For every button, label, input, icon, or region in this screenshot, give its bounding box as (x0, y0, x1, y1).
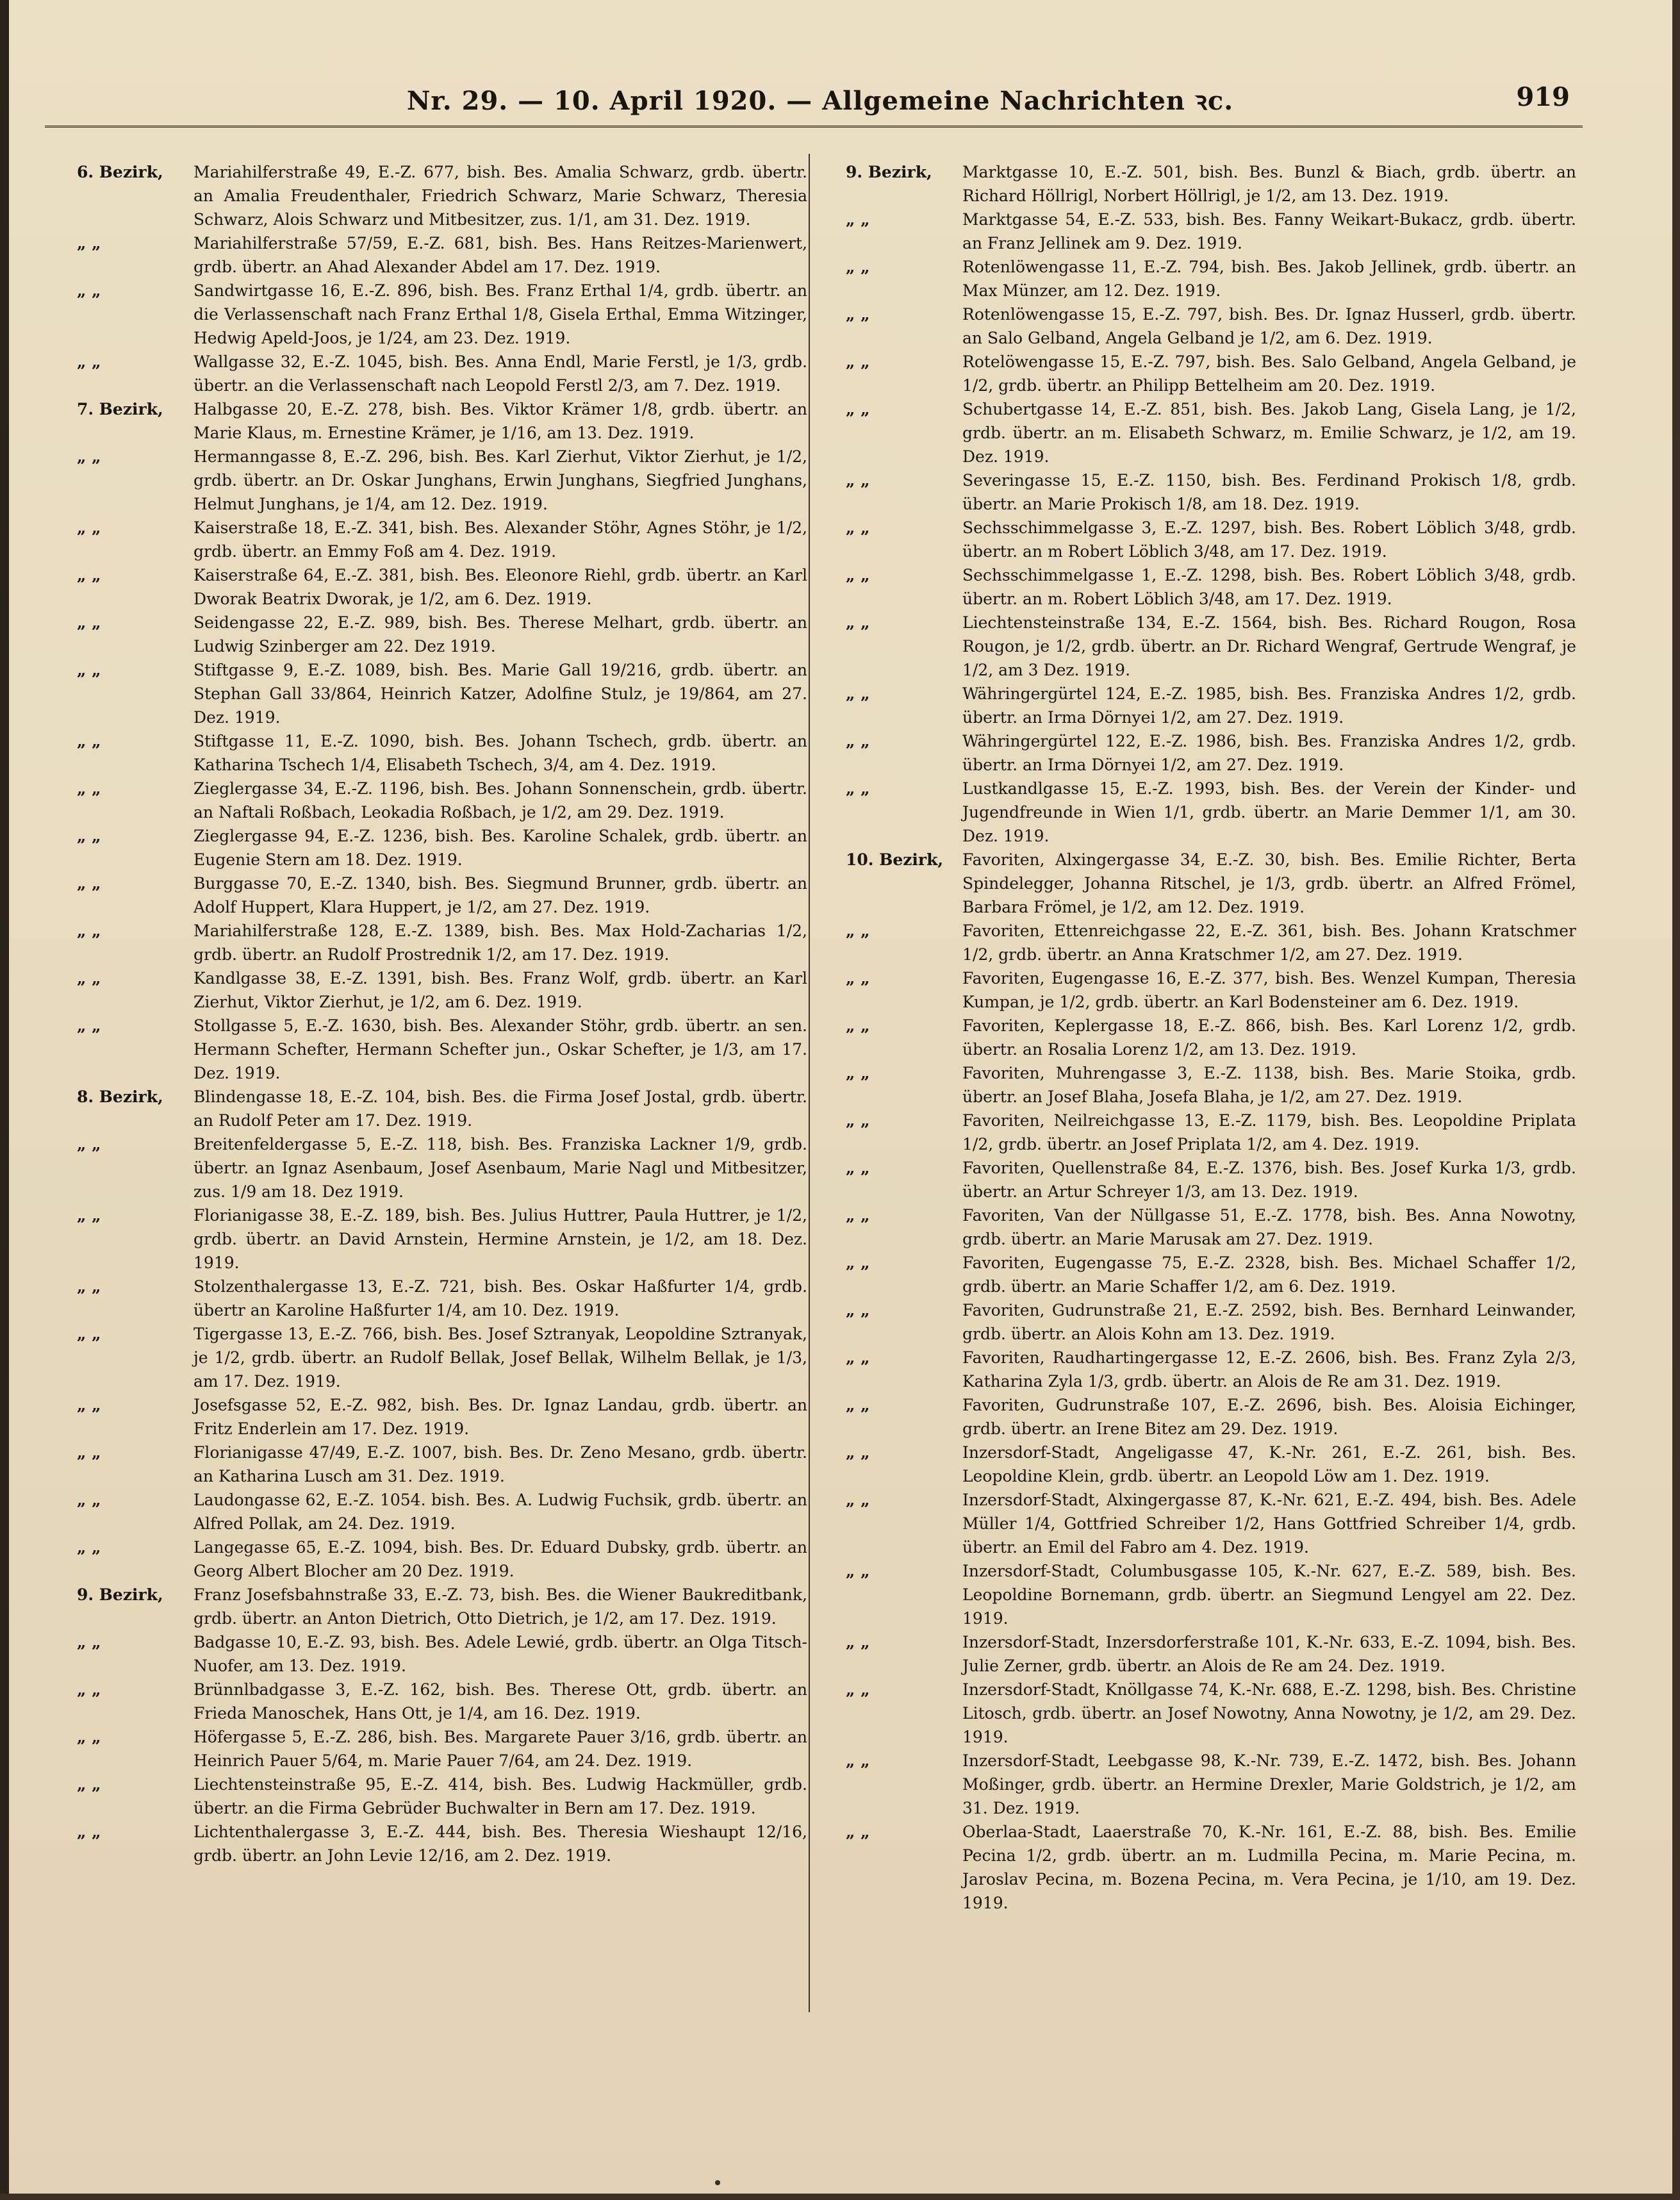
entry-text: Florianigasse 38, E.-Z. 189, bish. Bes. Julius Huttrer, Paula Huttrer, je 1/2, grdb. übertr. an David Arnstein, Hermine Arnstein, je 1/2, am 18. Dez. 1919. (194, 1206, 807, 1272)
entry-district: „ „ (77, 1538, 101, 1557)
register-entry (846, 777, 1576, 848)
register-entry (846, 255, 1576, 302)
entry-text: Inzersdorf-Stadt, Angeligasse 47, K.-Nr. 261, E.-Z. 261, bish. Bes. Leopoldine Klein, grdb. übertr. an Leopold Löw am 1. Dez. 1919. (962, 1443, 1576, 1485)
register-entry (77, 1488, 807, 1535)
entry-text: Burggasse 70, E.-Z. 1340, bish. Bes. Siegmund Brunner, grdb. übertr. an Adolf Huppert, Klara Huppert, je 1/2, am 27. Dez. 1919. (194, 874, 807, 916)
entry-text: Rotenlöwengasse 11, E.-Z. 794, bish. Bes. Jakob Jellinek, grdb. übertr. an Max Münzer, am 12. Dez. 1919. (962, 258, 1576, 300)
entry-district: „ „ (846, 969, 870, 988)
register-entry (846, 682, 1576, 729)
register-entry (77, 919, 807, 966)
entry-district: 9. Bezirk, (77, 1585, 163, 1604)
register-entry (846, 1559, 1576, 1630)
header-rule (45, 126, 1583, 128)
register-entry (846, 516, 1576, 563)
entry-district: 8. Bezirk, (77, 1088, 163, 1106)
entry-district: „ „ (846, 258, 870, 276)
entry-district: „ „ (846, 779, 870, 798)
register-entry (846, 468, 1576, 516)
entry-district: „ „ (846, 1443, 870, 1462)
entry-district: „ „ (77, 661, 101, 679)
register-entry (846, 350, 1576, 397)
register-entry (846, 1630, 1576, 1678)
register-entry (77, 445, 807, 516)
entry-district: „ „ (77, 352, 101, 371)
scan-edge-left (0, 0, 9, 2200)
entry-district: „ „ (77, 969, 101, 988)
entry-district: „ „ (77, 1491, 101, 1509)
entry-text: Währingergürtel 124, E.-Z. 1985, bish. Bes. Franziska Andres 1/2, grdb. übertr. an Irma Dörnyei 1/2, am 27. Dez. 1919. (962, 684, 1576, 727)
entry-text: Favoriten, Ettenreichgasse 22, E.-Z. 361, bish. Bes. Johann Kratschmer 1/2, grdb. übertr. an Anna Kratschmer 1/2, am 27. Dez. 1919. (962, 922, 1576, 964)
entry-district: „ „ (846, 566, 870, 584)
entry-text: Rotelöwengasse 15, E.-Z. 797, bish. Bes. Salo Gelband, Angela Gelband, je 1/2, grdb. übertr. an Philipp Bettelheim am 20. Dez. 1919. (962, 352, 1576, 395)
entry-text: Blindengasse 18, E.-Z. 104, bish. Bes. die Firma Josef Jostal, grdb. übertr. an Rudolf Peter am 17. Dez. 1919. (194, 1088, 807, 1130)
entry-district: „ „ (846, 684, 870, 703)
entry-text: Favoriten, Gudrunstraße 107, E.-Z. 2696, bish. Bes. Aloisia Eichinger, grdb. übertr. an Irene Bitez am 29. Dez. 1919. (962, 1396, 1576, 1438)
entry-district: „ „ (77, 874, 101, 893)
register-entry (77, 1725, 807, 1773)
entry-text: Laudongasse 62, E.-Z. 1054. bish. Bes. A. Ludwig Fuchsik, grdb. übertr. an Alfred Pollak, am 24. Dez. 1919. (194, 1491, 807, 1533)
left-column (77, 160, 807, 1867)
register-entry (846, 160, 1576, 208)
register-entry (77, 1535, 807, 1583)
entry-text: Liechtensteinstraße 134, E.-Z. 1564, bish. Bes. Richard Rougon, Rosa Rougon, je 1/2, grdb. übertr. an Dr. Richard Wengraf, Gertrude Wengraf, je 1/2, am 3 Dez. 1919. (962, 613, 1576, 679)
register-entry (77, 1583, 807, 1630)
entry-district: „ „ (77, 1633, 101, 1651)
entry-text: Oberlaa-Stadt, Laaerstraße 70, K.-Nr. 161, E.-Z. 88, bish. Bes. Emilie Pecina 1/2, grdb. übertr. an m. Ludmilla Pecina, m. Marie Pecina, m. Jaroslav Pecina, m. Bozena Pecina, m. Vera Pecina, je 1/10, am 19. Dez. 1919. (962, 1823, 1576, 1912)
entry-district: 6. Bezirk, (77, 163, 163, 181)
scan-edge-right (1672, 0, 1680, 2200)
entry-district: „ „ (846, 1562, 870, 1580)
register-entry (846, 1393, 1576, 1441)
entry-text: Mariahilferstraße 128, E.-Z. 1389, bish. Bes. Max Hold-Zacharias 1/2, grdb. übertr. an Rudolf Prostrednik 1/2, am 17. Dez. 1919. (194, 922, 807, 964)
entry-text: Seidengasse 22, E.-Z. 989, bish. Bes. Therese Melhart, grdb. übertr. an Ludwig Szinberger am 22. Dez 1919. (194, 613, 807, 656)
entry-district: „ „ (846, 1751, 870, 1770)
entry-text: Favoriten, Van der Nüllgasse 51, E.-Z. 1778, bish. Bes. Anna Nowotny, grdb. übertr. an Marie Marusak am 27. Dez. 1919. (962, 1206, 1576, 1248)
register-entry (77, 966, 807, 1014)
entry-district: „ „ (77, 922, 101, 940)
entry-district: „ „ (846, 1016, 870, 1035)
register-entry (77, 1085, 807, 1132)
register-entry (846, 848, 1576, 919)
entry-district: „ „ (77, 566, 101, 584)
entry-district: „ „ (77, 1443, 101, 1462)
entry-district: 9. Bezirk, (846, 163, 932, 181)
entry-text: Favoriten, Muhrengasse 3, E.-Z. 1138, bish. Bes. Marie Stoika, grdb. übertr. an Josef Blaha, Josefa Blaha, je 1/2, am 27. Dez. 1919. (962, 1064, 1576, 1106)
entry-text: Severingasse 15, E.-Z. 1150, bish. Bes. Ferdinand Prokisch 1/8, grdb. übertr. an Marie Prokisch 1/8, am 18. Dez. 1919. (962, 471, 1576, 513)
entry-district: „ „ (846, 1680, 870, 1699)
entry-text: Josefsgasse 52, E.-Z. 982, bish. Bes. Dr. Ignaz Landau, grdb. übertr. an Fritz Enderlein am 17. Dez. 1919. (194, 1396, 807, 1438)
entry-text: Favoriten, Eugengasse 16, E.-Z. 377, bish. Bes. Wenzel Kumpan, Theresia Kumpan, je 1/2, grdb. übertr. an Karl Bodensteiner am 6. Dez. 1919. (962, 969, 1576, 1011)
entry-text: Inzersdorf-Stadt, Columbusgasse 105, K.-Nr. 627, E.-Z. 589, bish. Bes. Leopoldine Bornemann, grdb. übertr. an Siegmund Lengyel am 22. Dez. 1919. (962, 1562, 1576, 1628)
register-entry (846, 1678, 1576, 1749)
entry-district: „ „ (77, 732, 101, 750)
entry-text: Langegasse 65, E.-Z. 1094, bish. Bes. Dr. Eduard Dubsky, grdb. übertr. an Georg Albert Blocher am 20 Dez. 1919. (194, 1538, 807, 1580)
scan-edge-bottom (0, 2194, 1680, 2200)
entry-text: Tigergasse 13, E.-Z. 766, bish. Bes. Josef Sztranyak, Leopoldine Sztranyak, je 1/2, grdb. übertr. an Rudolf Bellak, Josef Bellak, Wilhelm Bellak, je 1/3, am 17. Dez. 1919. (194, 1325, 807, 1391)
register-entry (77, 1014, 807, 1085)
entry-text: Favoriten, Neilreichgasse 13, E.-Z. 1179, bish. Bes. Leopoldine Priplata 1/2, grdb. übertr. an Josef Priplata 1/2, am 4. Dez. 1919. (962, 1111, 1576, 1154)
entry-text: Höfergasse 5, E.-Z. 286, bish. Bes. Margarete Pauer 3/16, grdb. übertr. an Heinrich Pauer 5/64, m. Marie Pauer 7/64, am 24. Dez. 1919. (194, 1728, 807, 1770)
entry-text: Marktgasse 10, E.-Z. 501, bish. Bes. Bunzl & Biach, grdb. übertr. an Richard Höllrigl, Norbert Höllrigl, je 1/2, am 13. Dez. 1919. (962, 163, 1576, 205)
entry-district: „ „ (77, 447, 101, 466)
entry-text: Wallgasse 32, E.-Z. 1045, bish. Bes. Anna Endl, Marie Ferstl, je 1/3, grdb. übertr. an die Verlassenschaft nach Leopold Ferstl 2/3, am 7. Dez. 1919. (194, 352, 807, 395)
register-entry (77, 729, 807, 777)
entry-district: „ „ (77, 234, 101, 252)
register-entry (846, 1109, 1576, 1156)
entry-text: Favoriten, Alxingergasse 34, E.-Z. 30, bish. Bes. Emilie Richter, Berta Spindelegger, Johanna Ritschel, je 1/3, grdb. übertr. an Alfred Frömel, Barbara Frömel, je 1/2, am 12. Dez. 1919. (962, 850, 1576, 916)
entry-text: Sechsschimmelgasse 1, E.-Z. 1298, bish. Bes. Robert Löblich 3/48, grdb. übertr. an m. Robert Löblich 3/48, am 17. Dez. 1919. (962, 566, 1576, 608)
entry-district: „ „ (846, 613, 870, 632)
register-entry (77, 160, 807, 231)
register-entry (846, 1298, 1576, 1346)
entry-text: Mariahilferstraße 49, E.-Z. 677, bish. Bes. Amalia Schwarz, grdb. übertr. an Amalia Freudenthaler, Friedrich Schwarz, Marie Schwarz, Theresia Schwarz, Alois Schwarz und Mitbesitzer, zus. 1/1, am 31. Dez. 1919. (194, 163, 807, 229)
register-entry (846, 1346, 1576, 1393)
register-entry (77, 1203, 807, 1275)
register-entry (77, 824, 807, 872)
register-entry (77, 777, 807, 824)
register-entry (77, 1275, 807, 1322)
register-entry (77, 1132, 807, 1203)
register-entry (846, 1203, 1576, 1251)
entry-text: Liechtensteinstraße 95, E.-Z. 414, bish. Bes. Ludwig Hackmüller, grdb. übertr. an die Firma Gebrüder Buchwalter in Bern am 17. Dez. 1919. (194, 1775, 807, 1817)
register-entry (846, 563, 1576, 611)
register-entry (846, 302, 1576, 350)
register-entry (77, 563, 807, 611)
entry-text: Stiftgasse 9, E.-Z. 1089, bish. Bes. Marie Gall 19/216, grdb. übertr. an Stephan Gall 33/864, Heinrich Katzer, Adolfine Stulz, je 19/864, am 27. Dez. 1919. (194, 661, 807, 727)
entry-district: „ „ (77, 1396, 101, 1414)
register-entry (77, 279, 807, 350)
entry-text: Marktgasse 54, E.-Z. 533, bish. Bes. Fanny Weikart-Bukacz, grdb. übertr. an Franz Jellinek am 9. Dez. 1919. (962, 210, 1576, 252)
entry-text: Favoriten, Eugengasse 75, E.-Z. 2328, bish. Bes. Michael Schaffer 1/2, grdb. übertr. an Marie Schaffer 1/2, am 6. Dez. 1919. (962, 1253, 1576, 1296)
entry-district: „ „ (846, 922, 870, 940)
entry-district: „ „ (77, 1016, 101, 1035)
entry-district: „ „ (846, 732, 870, 750)
register-entry (77, 1393, 807, 1441)
register-entry (846, 1061, 1576, 1109)
entry-text: Zieglergasse 34, E.-Z. 1196, bish. Bes. Johann Sonnenschein, grdb. übertr. an Naftali Roßbach, Leokadia Roßbach, je 1/2, am 29. Dez. 1919. (194, 779, 807, 822)
entry-text: Kaiserstraße 18, E.-Z. 341, bish. Bes. Alexander Stöhr, Agnes Stöhr, je 1/2, grdb. übertr. an Emmy Foß am 4. Dez. 1919. (194, 518, 807, 561)
entry-district: „ „ (77, 613, 101, 632)
register-entry (77, 1773, 807, 1820)
entry-text: Kaiserstraße 64, E.-Z. 381, bish. Bes. Eleonore Riehl, grdb. übertr. an Karl Dworak Beatrix Dworak, je 1/2, am 6. Dez. 1919. (194, 566, 807, 608)
register-entry (77, 231, 807, 279)
register-entry (77, 1322, 807, 1393)
entry-district: „ „ (77, 1135, 101, 1154)
entry-district: „ „ (77, 779, 101, 798)
entry-text: Favoriten, Gudrunstraße 21, E.-Z. 2592, bish. Bes. Bernhard Leinwander, grdb. übertr. an Alois Kohn am 13. Dez. 1919. (962, 1301, 1576, 1343)
entry-district: „ „ (846, 1111, 870, 1130)
entry-text: Mariahilferstraße 57/59, E.-Z. 681, bish. Bes. Hans Reitzes-Marienwert, grdb. übertr. an Ahad Alexander Abdel am 17. Dez. 1919. (194, 234, 807, 276)
printer-dot (715, 2180, 720, 2185)
register-entry (77, 872, 807, 919)
entry-text: Favoriten, Quellenstraße 84, E.-Z. 1376, bish. Bes. Josef Kurka 1/3, grdb. übertr. an Artur Schreyer 1/3, am 13. Dez. 1919. (962, 1159, 1576, 1201)
entry-district: 7. Bezirk, (77, 400, 163, 418)
entry-text: Lichtenthalergasse 3, E.-Z. 444, bish. Bes. Theresia Wieshaupt 12/16, grdb. übertr. an John Levie 12/16, am 2. Dez. 1919. (194, 1823, 807, 1865)
column-divider (809, 154, 810, 2012)
entry-text: Inzersdorf-Stadt, Inzersdorferstraße 101, K.-Nr. 633, E.-Z. 1094, bish. Bes. Julie Zerner, grdb. übertr. an Alois de Re am 24. Dez. 1919. (962, 1633, 1576, 1675)
entry-district: „ „ (846, 1159, 870, 1177)
entry-text: Hermanngasse 8, E.-Z. 296, bish. Bes. Karl Zierhut, Viktor Zierhut, je 1/2, grdb. übertr. an Dr. Oskar Junghans, Erwin Junghans, Siegfried Junghans, Helmut Junghans, je 1/4, am 12. Dez. 1919. (194, 447, 807, 513)
entry-text: Inzersdorf-Stadt, Leebgasse 98, K.-Nr. 739, E.-Z. 1472, bish. Bes. Johann Moßinger, grdb. übertr. an Hermine Drexler, Marie Goldstrich, je 1/2, am 31. Dez. 1919. (962, 1751, 1576, 1817)
entry-text: Favoriten, Raudhartingergasse 12, E.-Z. 2606, bish. Bes. Franz Zyla 2/3, Katharina Zyla 1/3, grdb. übertr. an Alois de Re am 31. Dez. 1919. (962, 1348, 1576, 1391)
entry-text: Badgasse 10, E.-Z. 93, bish. Bes. Adele Lewié, grdb. übertr. an Olga Titsch-Nuofer, am 13. Dez. 1919. (194, 1633, 807, 1675)
entry-text: Inzersdorf-Stadt, Alxingergasse 87, K.-Nr. 621, E.-Z. 494, bish. Bes. Adele Müller 1/4, Gottfried Schreiber 1/2, Hans Gottfried Schreiber 1/4, grdb. übertr. an Emil del Fabro am 4. Dez. 1919. (962, 1491, 1576, 1557)
entry-text: Lustkandlgasse 15, E.-Z. 1993, bish. Bes. der Verein der Kinder- und Jugendfreunde in Wien 1/1, grdb. übertr. an Marie Demmer 1/1, am 30. Dez. 1919. (962, 779, 1576, 845)
entry-district: „ „ (846, 518, 870, 537)
entry-district: 10. Bezirk, (846, 850, 944, 869)
entry-text: Rotenlöwengasse 15, E.-Z. 797, bish. Bes. Dr. Ignaz Husserl, grdb. übertr. an Salo Gelband, Angela Gelband je 1/2, am 6. Dez. 1919. (962, 305, 1576, 347)
entry-district: „ „ (77, 1680, 101, 1699)
register-entry (846, 1156, 1576, 1203)
register-entry (77, 1630, 807, 1678)
register-entry (846, 208, 1576, 255)
right-column (846, 160, 1576, 1915)
register-entry (77, 1820, 807, 1867)
register-entry (846, 1488, 1576, 1559)
entry-district: „ „ (77, 1325, 101, 1343)
register-entry (846, 919, 1576, 966)
register-entry (77, 1678, 807, 1725)
register-entry (77, 611, 807, 658)
register-entry (846, 611, 1576, 682)
entry-district: „ „ (846, 1823, 870, 1841)
entry-text: Brünnlbadgasse 3, E.-Z. 162, bish. Bes. Therese Ott, grdb. übertr. an Frieda Manoschek, Hans Ott, je 1/4, am 16. Dez. 1919. (194, 1680, 807, 1723)
entry-text: Florianigasse 47/49, E.-Z. 1007, bish. Bes. Dr. Zeno Mesano, grdb. übertr. an Katharina Lusch am 31. Dez. 1919. (194, 1443, 807, 1485)
page-title: Nr. 29. — 10. April 1920. — Allgemeine Nachrichten ꝛc. (406, 86, 1234, 116)
entry-text: Kandlgasse 38, E.-Z. 1391, bish. Bes. Franz Wolf, grdb. übertr. an Karl Zierhut, Viktor Zierhut, je 1/2, am 6. Dez. 1919. (194, 969, 807, 1011)
entry-text: Halbgasse 20, E.-Z. 278, bish. Bes. Viktor Krämer 1/8, grdb. übertr. an Marie Klaus, m. Ernestine Krämer, je 1/16, am 13. Dez. 1919. (194, 400, 807, 442)
register-entry (846, 1820, 1576, 1915)
entry-district: „ „ (846, 1396, 870, 1414)
entry-district: „ „ (77, 1206, 101, 1225)
entry-district: „ „ (77, 518, 101, 537)
entry-district: „ „ (77, 1728, 101, 1746)
page-number: 919 (1516, 82, 1570, 112)
entry-text: Favoriten, Keplergasse 18, E.-Z. 866, bish. Bes. Karl Lorenz 1/2, grdb. übertr. an Rosalia Lorenz 1/2, am 13. Dez. 1919. (962, 1016, 1576, 1059)
entry-district: „ „ (77, 1775, 101, 1794)
register-entry (77, 350, 807, 397)
entry-district: „ „ (77, 1823, 101, 1841)
entry-text: Inzersdorf-Stadt, Knöllgasse 74, K.-Nr. 688, E.-Z. 1298, bish. Bes. Christine Litosch, grdb. übertr. an Josef Nowotny, Anna Nowotny, je 1/2, am 29. Dez. 1919. (962, 1680, 1576, 1746)
entry-district: „ „ (77, 1277, 101, 1296)
entry-district: „ „ (846, 1301, 870, 1319)
entry-district: „ „ (77, 827, 101, 845)
entry-text: Stolzenthalergasse 13, E.-Z. 721, bish. Bes. Oskar Haßfurter 1/4, grdb. übertr an Karoline Haßfurter 1/4, am 10. Dez. 1919. (194, 1277, 807, 1319)
entry-district: „ „ (846, 1206, 870, 1225)
entry-text: Sandwirtgasse 16, E.-Z. 896, bish. Bes. Franz Erthal 1/4, grdb. übertr. an die Verlassenschaft nach Franz Erthal 1/8, Gisela Erthal, Emma Witzinger, Hedwig Apeld-Joos, je 1/24, am 23. Dez. 1919. (194, 281, 807, 347)
register-entry (77, 516, 807, 563)
entry-district: „ „ (846, 352, 870, 371)
register-entry (846, 1441, 1576, 1488)
register-entry (77, 1441, 807, 1488)
entry-district: „ „ (846, 471, 870, 490)
entry-text: Sechsschimmelgasse 3, E.-Z. 1297, bish. Bes. Robert Löblich 3/48, grdb. übertr. an m Robert Löblich 3/48, am 17. Dez. 1919. (962, 518, 1576, 561)
register-entry (77, 397, 807, 445)
entry-text: Stollgasse 5, E.-Z. 1630, bish. Bes. Alexander Stöhr, grdb. übertr. an sen. Hermann Schefter, Hermann Schefter jun., Oskar Schefter, je 1/3, am 17. Dez. 1919. (194, 1016, 807, 1082)
entry-text: Schubertgasse 14, E.-Z. 851, bish. Bes. Jakob Lang, Gisela Lang, je 1/2, grdb. übertr. an m. Elisabeth Schwarz, m. Emilie Schwarz, je 1/2, am 19. Dez. 1919. (962, 400, 1576, 466)
register-entry (846, 397, 1576, 468)
register-entry (846, 729, 1576, 777)
register-entry (77, 658, 807, 729)
register-entry (846, 1251, 1576, 1298)
register-entry (846, 1749, 1576, 1820)
entry-district: „ „ (846, 1633, 870, 1651)
entry-district: „ „ (846, 1491, 870, 1509)
entry-text: Währingergürtel 122, E.-Z. 1986, bish. Bes. Franziska Andres 1/2, grdb. übertr. an Irma Dörnyei 1/2, am 27. Dez. 1919. (962, 732, 1576, 774)
entry-district: „ „ (846, 400, 870, 418)
entry-text: Zieglergasse 94, E.-Z. 1236, bish. Bes. Karoline Schalek, grdb. übertr. an Eugenie Stern am 18. Dez. 1919. (194, 827, 807, 869)
entry-district: „ „ (77, 281, 101, 300)
entry-text: Breitenfeldergasse 5, E.-Z. 118, bish. Bes. Franziska Lackner 1/9, grdb. übertr. an Ignaz Asenbaum, Josef Asenbaum, Marie Nagl und Mitbesitzer, zus. 1/9 am 18. Dez 1919. (194, 1135, 807, 1201)
entry-district: „ „ (846, 1348, 870, 1367)
entry-district: „ „ (846, 210, 870, 229)
entry-district: „ „ (846, 305, 870, 324)
register-entry (846, 966, 1576, 1014)
entry-district: „ „ (846, 1064, 870, 1082)
page-header (51, 82, 1589, 120)
register-entry (846, 1014, 1576, 1061)
entry-text: Stiftgasse 11, E.-Z. 1090, bish. Bes. Johann Tschech, grdb. übertr. an Katharina Tschech 1/4, Elisabeth Tschech, 3/4, am 4. Dez. 1919. (194, 732, 807, 774)
entry-district: „ „ (846, 1253, 870, 1272)
entry-text: Franz Josefsbahnstraße 33, E.-Z. 73, bish. Bes. die Wiener Baukreditbank, grdb. übertr. an Anton Dietrich, Otto Dietrich, je 1/2, am 17. Dez. 1919. (194, 1585, 807, 1628)
